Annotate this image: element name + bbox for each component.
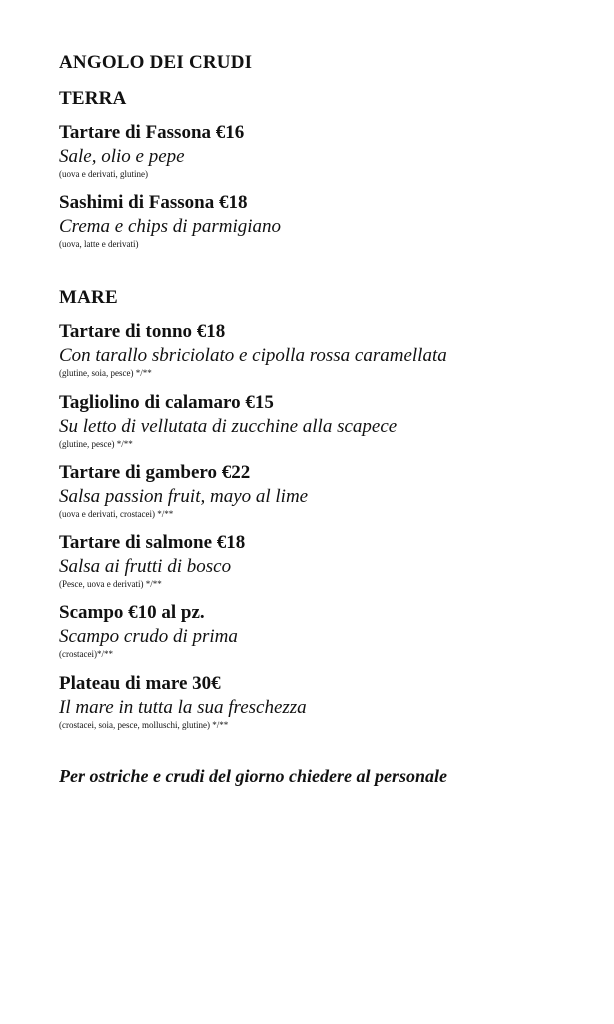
item-allergens: (glutine, pesce) */** <box>59 439 133 449</box>
item-allergens: (crostacei)*/** <box>59 649 113 659</box>
section-title-terra: TERRA <box>59 88 127 109</box>
item-name: Plateau di mare 30€ <box>59 673 221 694</box>
menu-heading: ANGOLO DEI CRUDI <box>59 52 253 73</box>
item-allergens: (uova e derivati, glutine) <box>59 169 148 179</box>
item-name: Sashimi di Fassona €18 <box>59 192 248 213</box>
item-description: Salsa passion fruit, mayo al lime <box>59 486 309 507</box>
item-name: Tagliolino di calamaro €15 <box>59 392 274 413</box>
item-description: Scampo crudo di prima <box>59 626 238 647</box>
item-name: Tartare di salmone €18 <box>59 532 246 553</box>
menu-item <box>59 122 244 180</box>
item-description: Il mare in tutta la sua freschezza <box>59 697 307 718</box>
item-name: Tartare di Fassona €16 <box>59 122 245 143</box>
item-allergens: (Pesce, uova e derivati) */** <box>59 579 162 589</box>
item-name: Scampo €10 al pz. <box>59 602 205 623</box>
menu-item <box>59 192 281 250</box>
item-allergens: (crostacei, soia, pesce, molluschi, glutine) */** <box>59 720 229 730</box>
menu-item <box>59 602 238 660</box>
item-description: Salsa ai frutti di bosco <box>59 556 232 577</box>
item-allergens: (uova, latte e derivati) <box>59 239 139 249</box>
item-name: Tartare di tonno €18 <box>59 321 226 342</box>
item-name: Tartare di gambero €22 <box>59 462 251 483</box>
item-allergens: (glutine, soia, pesce) */** <box>59 368 152 378</box>
item-allergens: (uova e derivati, crostacei) */** <box>59 509 174 519</box>
section-title-mare: MARE <box>59 287 118 308</box>
menu-item <box>59 392 397 450</box>
menu-item <box>59 532 245 590</box>
item-description: Con tarallo sbriciolato e cipolla rossa caramellata <box>59 345 447 366</box>
item-description: Sale, olio e pepe <box>59 146 185 167</box>
item-description: Crema e chips di parmigiano <box>59 216 282 237</box>
item-description: Su letto di vellutata di zucchine alla scapece <box>59 416 398 437</box>
menu-item <box>59 673 307 731</box>
menu-item <box>59 462 308 520</box>
footer-note: Per ostriche e crudi del giorno chiedere al personale <box>59 766 447 786</box>
menu-item <box>59 321 447 379</box>
